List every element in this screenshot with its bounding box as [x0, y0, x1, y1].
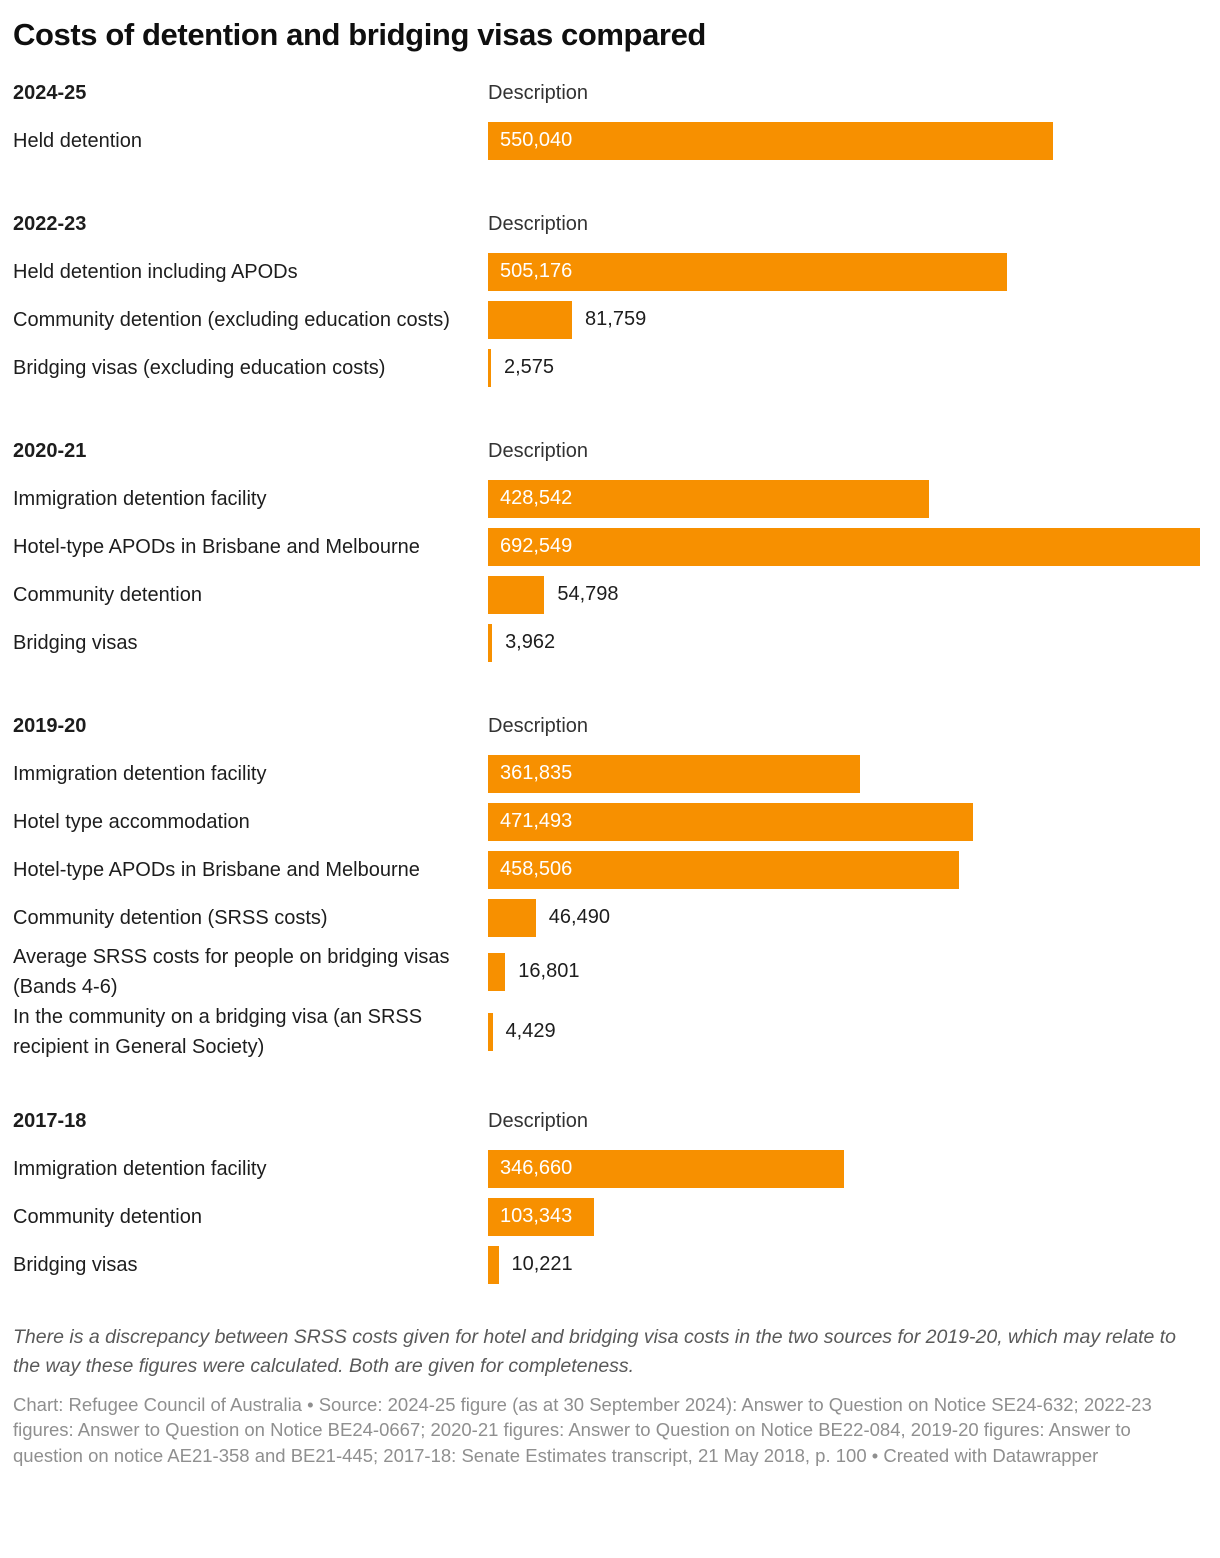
bar-value: 81,759 — [585, 308, 647, 331]
bar-row — [13, 619, 1200, 667]
bar-value: 54,798 — [557, 583, 619, 606]
row-label: Hotel-type APODs in Brisbane and Melbourne — [13, 858, 420, 881]
bar-row — [13, 1241, 1200, 1289]
bar — [488, 803, 973, 841]
row-label: Hotel type accommodation — [13, 810, 250, 833]
bar-value: 471,493 — [500, 810, 573, 833]
description-column-header: Description — [488, 1109, 589, 1132]
bar-row — [13, 248, 1200, 296]
chart-footnote: There is a discrepancy between SRSS costs given for hotel and bridging visa costs in the two sources for 2019-20, which may relate to the way these figures were calculated. Both are given for completeness. — [13, 1325, 1177, 1377]
bar-track — [488, 344, 1200, 392]
bar — [488, 624, 492, 662]
bar-value: 550,040 — [500, 129, 573, 152]
year-group-2019-20 — [13, 715, 1200, 1062]
year-group-2022-23 — [13, 213, 1200, 392]
bar-track — [488, 750, 1200, 798]
bar-track — [488, 571, 1200, 619]
bar — [488, 528, 1200, 566]
bar-track — [488, 1145, 1200, 1193]
bar-value: 4,429 — [505, 1020, 556, 1043]
bar-track — [488, 619, 1200, 667]
bar-value: 46,490 — [548, 906, 610, 929]
bar-row — [13, 344, 1200, 392]
row-label: Community detention (excluding education costs) — [13, 308, 450, 331]
bar — [488, 899, 536, 937]
bar — [488, 576, 544, 614]
bar-value: 361,835 — [500, 762, 573, 785]
page-title: Costs of detention and bridging visas compared — [13, 17, 706, 52]
bar — [488, 851, 959, 889]
bar-row — [13, 1145, 1200, 1193]
bar — [488, 480, 929, 518]
bar — [488, 1246, 499, 1284]
group-header — [13, 440, 1200, 463]
bar-row — [13, 798, 1200, 846]
year-group-2024-25 — [13, 82, 1200, 165]
bar-row — [13, 571, 1200, 619]
year-group-2017-18 — [13, 1110, 1200, 1289]
row-label: Hotel-type APODs in Brisbane and Melbourne — [13, 535, 420, 558]
bar — [488, 1198, 594, 1236]
bar-value: 16,801 — [518, 960, 580, 983]
row-label: Bridging visas — [13, 1253, 138, 1276]
bar-row — [13, 296, 1200, 344]
bar — [488, 349, 491, 387]
bar-track — [488, 846, 1200, 894]
group-year-label: 2024-25 — [13, 81, 87, 104]
group-header — [13, 82, 1200, 105]
row-label: Held detention including APODs — [13, 260, 298, 283]
bar-track — [488, 296, 1200, 344]
row-label: Bridging visas — [13, 631, 138, 654]
bar — [488, 953, 505, 991]
group-header — [13, 213, 1200, 236]
bar-value: 3,962 — [505, 631, 556, 654]
row-label: Community detention — [13, 1205, 202, 1228]
row-label: In the community on a bridging visa (an SRSS recipient in General Society) — [13, 1005, 423, 1058]
bar-value: 10,221 — [511, 1253, 573, 1276]
row-label: Immigration detention facility — [13, 762, 267, 785]
bar-track — [488, 523, 1200, 571]
chart-body — [13, 82, 1200, 1289]
bar-track — [488, 1241, 1200, 1289]
group-year-label: 2022-23 — [13, 212, 87, 235]
bar-row — [13, 894, 1200, 942]
bar-track — [488, 942, 1200, 1002]
row-label: Average SRSS costs for people on bridging visas (Bands 4-6) — [13, 945, 450, 998]
bar-value: 2,575 — [504, 356, 555, 379]
bar-track — [488, 248, 1200, 296]
description-column-header: Description — [488, 714, 589, 737]
bar-row — [13, 846, 1200, 894]
row-label: Immigration detention facility — [13, 487, 267, 510]
group-year-label: 2020-21 — [13, 439, 87, 462]
description-column-header: Description — [488, 212, 589, 235]
bar-value: 346,660 — [500, 1157, 573, 1180]
bar-value: 505,176 — [500, 260, 573, 283]
bar — [488, 1150, 844, 1188]
year-group-2020-21 — [13, 440, 1200, 667]
bar-track — [488, 475, 1200, 523]
bar — [488, 253, 1007, 291]
group-year-label: 2019-20 — [13, 714, 87, 737]
row-label: Immigration detention facility — [13, 1157, 267, 1180]
group-header — [13, 715, 1200, 738]
group-year-label: 2017-18 — [13, 1109, 87, 1132]
bar-value: 458,506 — [500, 858, 573, 881]
description-column-header: Description — [488, 81, 589, 104]
bar-row — [13, 117, 1200, 165]
bar-row — [13, 523, 1200, 571]
bar-row — [13, 750, 1200, 798]
bar-track — [488, 1193, 1200, 1241]
row-label: Held detention — [13, 129, 142, 152]
bar-row — [13, 1002, 1200, 1062]
chart-source-attribution: Chart: Refugee Council of Australia • Source: 2024-25 figure (as at 30 September 2024): Answer to Question on Notice SE24-632; 2022-23 figures: Answer to Question on Notice BE24-0667; 2020-21 figures: Answer to Question on Notice BE22-084, 2019-20 figures: Answer to question on notice AE21-358 and BE21-445; 2017-18: Senate Estimates transcript, 21 May 2018, p. 100 • Created with Datawrapper — [13, 1393, 1152, 1466]
bar — [488, 122, 1053, 160]
row-label: Community detention — [13, 583, 202, 606]
bar-track — [488, 894, 1200, 942]
row-label: Bridging visas (excluding education costs) — [13, 356, 386, 379]
bar-value: 428,542 — [500, 487, 573, 510]
bar-row — [13, 475, 1200, 523]
row-label: Community detention (SRSS costs) — [13, 906, 328, 929]
bar-value: 103,343 — [500, 1205, 573, 1228]
bar-row — [13, 942, 1200, 1002]
bar-row — [13, 1193, 1200, 1241]
group-header — [13, 1110, 1200, 1133]
bar-track — [488, 1002, 1200, 1062]
bar-track — [488, 117, 1200, 165]
bar-track — [488, 798, 1200, 846]
bar-value: 692,549 — [500, 535, 573, 558]
bar — [488, 755, 860, 793]
bar — [488, 301, 572, 339]
bar — [488, 1013, 493, 1051]
description-column-header: Description — [488, 439, 589, 462]
